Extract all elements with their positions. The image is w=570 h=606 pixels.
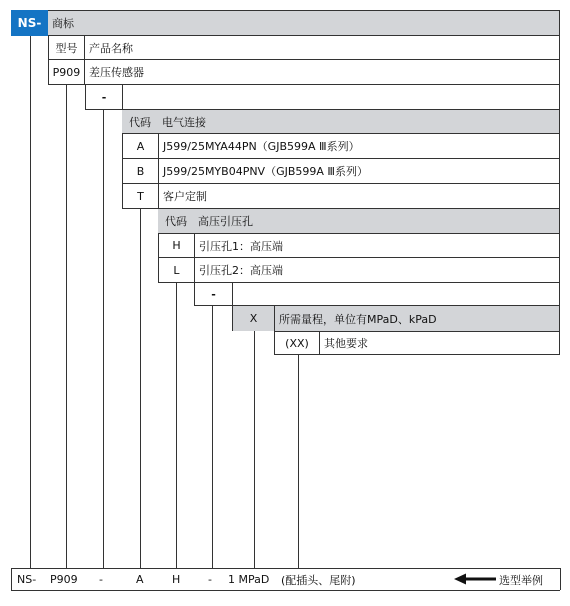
dash-row-blank-1: [122, 85, 560, 110]
connection-option-code: B: [122, 159, 158, 184]
range-desc: 所需量程，单位有MPaD、kPaD: [274, 306, 560, 331]
dash-separator-2: -: [194, 283, 232, 306]
example-part-connection: A: [136, 573, 144, 586]
example-row-left-border: [11, 568, 12, 590]
connection-option-code: A: [122, 134, 158, 159]
connection-title: 电气连接: [158, 110, 560, 134]
model-value: P909: [48, 60, 84, 85]
other-desc: 其他要求: [319, 331, 560, 355]
port-option-code: H: [158, 234, 194, 258]
port-option-desc: 引压孔1：高压端: [194, 234, 560, 258]
port-option-desc: 引压孔2：高压端: [194, 258, 560, 283]
connector-line-port: [176, 283, 177, 568]
example-part-dash1: -: [99, 573, 103, 586]
trademark-label: 商标: [48, 10, 560, 36]
example-label: 选型举例: [499, 573, 543, 587]
model-label: 型号: [48, 36, 84, 60]
example-part-dash2: -: [208, 573, 212, 586]
connector-line-connection: [140, 209, 141, 568]
example-part-other: (配插头、尾附): [281, 573, 356, 587]
example-row-bottom-border: [11, 590, 560, 591]
port-code-label: 代码: [158, 209, 194, 234]
connector-line-other: [298, 355, 299, 568]
connection-code-label: 代码: [122, 110, 158, 134]
product-name-label: 产品名称: [84, 36, 560, 60]
example-part-port: H: [172, 573, 181, 586]
brand-code: NS-: [11, 10, 48, 36]
port-option-code: L: [158, 258, 194, 283]
range-code: X: [232, 306, 274, 331]
connection-option-desc: 客户定制: [158, 184, 560, 209]
connection-option-code: T: [122, 184, 158, 209]
connection-option-desc: J599/25MYA44PN（GJB599A Ⅲ系列）: [158, 134, 560, 159]
arrow-left-icon: [454, 573, 496, 585]
connector-line-range: [254, 331, 255, 568]
connector-line-dash1: [103, 110, 104, 568]
connector-line-dash2: [212, 306, 213, 568]
product-name-value: 差压传感器: [84, 60, 560, 85]
example-part-model: P909: [50, 573, 78, 586]
connection-option-desc: J599/25MYB04PNV（GJB599A Ⅲ系列）: [158, 159, 560, 184]
example-part-ns: NS-: [17, 573, 37, 586]
example-row-right-border: [560, 568, 561, 590]
connector-line-ns: [30, 36, 31, 568]
dash-row-blank-2: [232, 283, 560, 306]
dash-separator-1: -: [85, 85, 122, 110]
example-part-range: 1 MPaD: [228, 573, 270, 586]
other-code: (XX): [274, 331, 319, 355]
port-title: 高压引压孔: [194, 209, 560, 234]
connector-line-model: [66, 85, 67, 568]
